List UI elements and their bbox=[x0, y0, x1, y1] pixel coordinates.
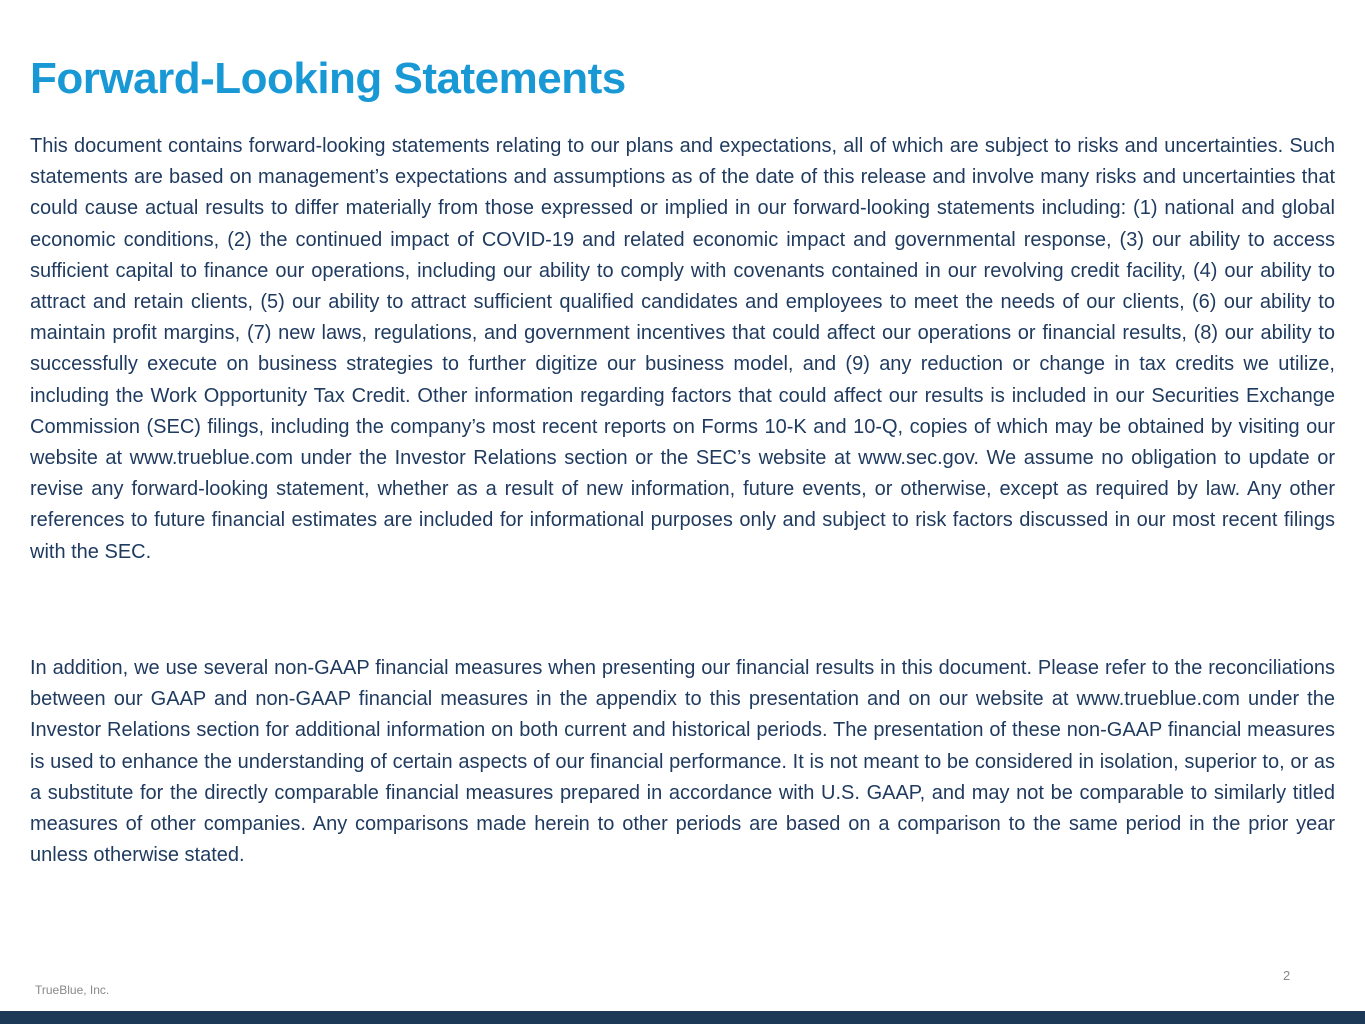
bottom-accent-bar bbox=[0, 1011, 1365, 1024]
non-gaap-measures-paragraph: In addition, we use several non-GAAP financial measures when presenting our financial results in this document. Please refer to the reconciliations between our GAAP and non-GAAP financial measures in the appendix to this presentation and on our website at www.trueblue.com under the Investor Relations section for additional information on both current and historical periods. The presentation of these non-GAAP financial measures is used to enhance the understanding of certain aspects of our financial performance. It is not meant to be considered in isolation, superior to, or as a substitute for the directly comparable financial measures prepared in accordance with U.S. GAAP, and may not be comparable to similarly titled measures of other companies. Any comparisons made herein to other periods are based on a comparison to the same period in the prior year unless otherwise stated. bbox=[30, 657, 1335, 867]
slide-title: Forward-Looking Statements bbox=[30, 54, 626, 103]
page-number: 2 bbox=[1283, 968, 1291, 983]
forward-looking-statements-paragraph: This document contains forward-looking statements relating to our plans and expectations, all of which are subject to risks and uncertainties. Such statements are based on management’s expectations and assumptions as of the date of this release and involve many risks and uncertainties that could cause actual results to differ materially from those expressed or implied in our forward-looking statements including: (1) national and global economic conditions, (2) the continued impact of COVID-19 and related economic impact and governmental response, (3) our ability to access sufficient capital to finance our operations, including our ability to comply with covenants contained in our revolving credit facility, (4) our ability to attract and retain clients, (5) our ability to attract sufficient qualified candidates and employees to meet the needs of our clients, (6) our ability to maintain profit margins, (7) new laws, regulations, and government incentives that could affect our operations or financial results, (8) our ability to successfully execute on business strategies to further digitize our business model, and (9) any reduction or change in tax credits we utilize, including the Work Opportunity Tax Credit. Other information regarding factors that could affect our results is included in our Securities Exchange Commission (SEC) filings, including the company’s most recent reports on Forms 10-K and 10-Q, copies of which may be obtained by visiting our website at www.trueblue.com under the Investor Relations section or the SEC’s website at www.sec.gov. We assume no obligation to update or revise any forward-looking statement, whether as a result of new information, future events, or otherwise, except as required by law. Any other references to future financial estimates are included for informational purposes only and subject to risk factors discussed in our most recent filings with the SEC. bbox=[30, 135, 1335, 563]
footer-company-name: TrueBlue, Inc. bbox=[35, 983, 110, 997]
